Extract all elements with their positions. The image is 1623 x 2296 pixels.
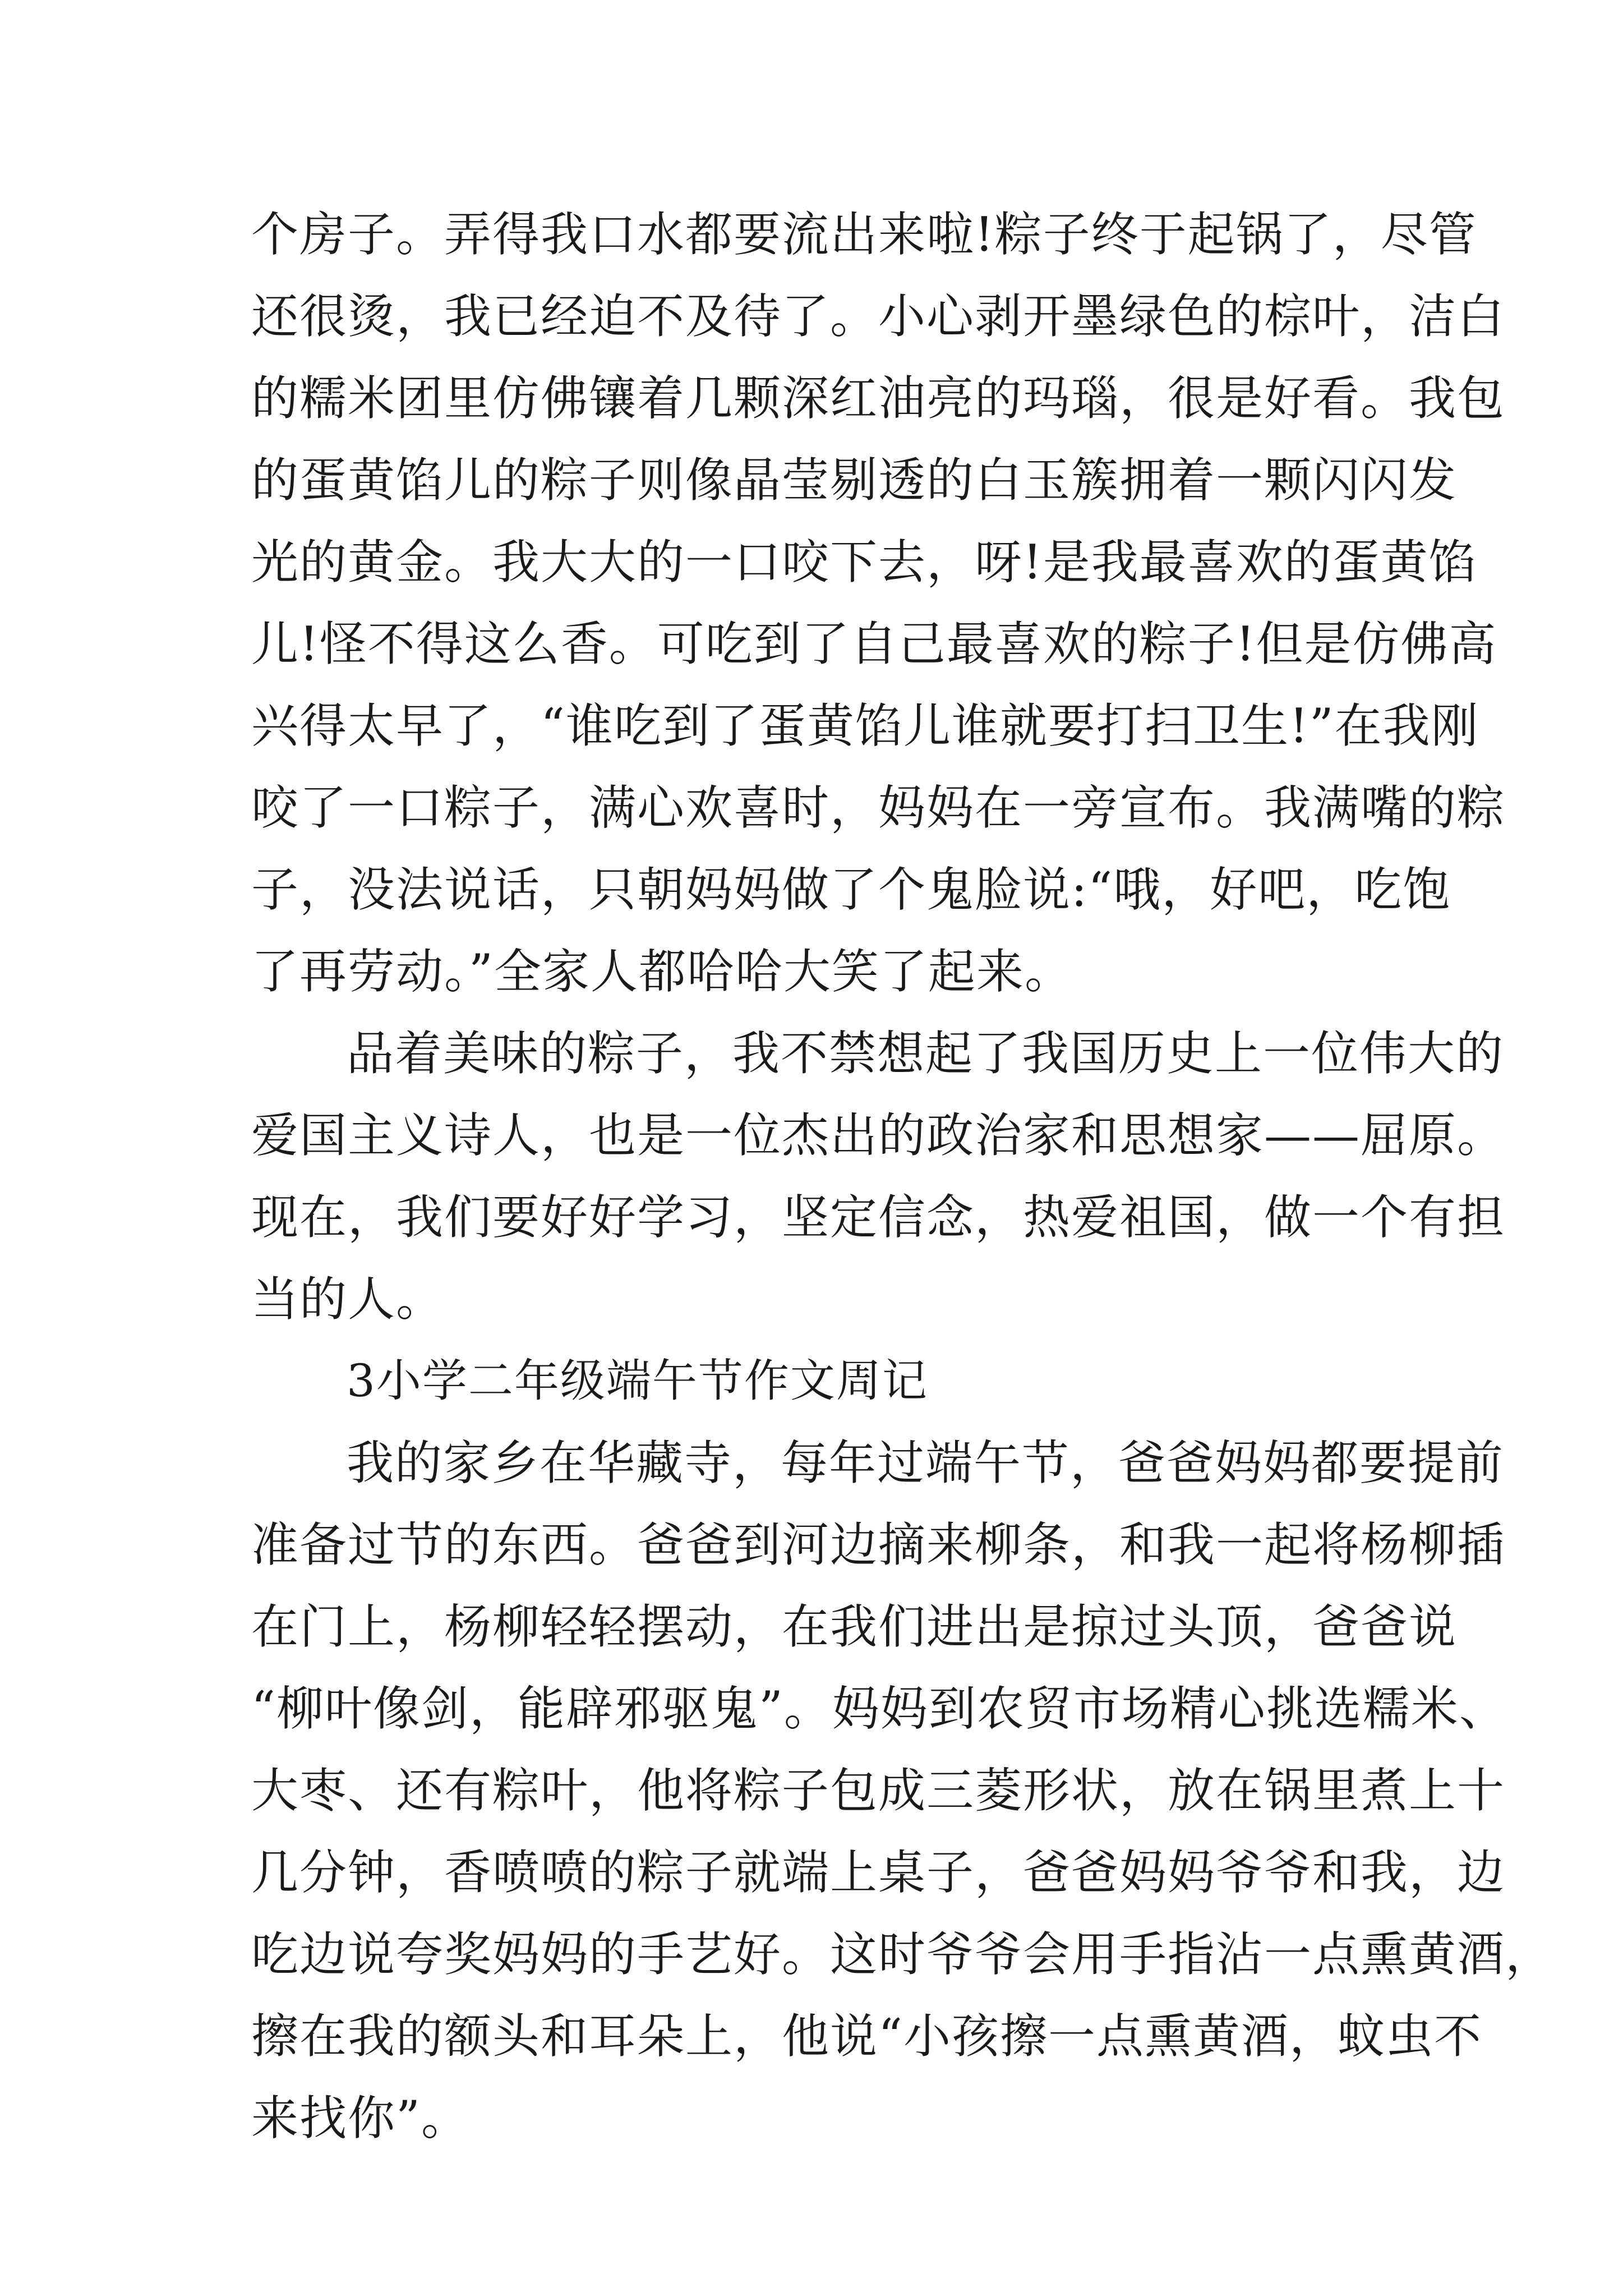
- text-line: 擦在我的额头和耳朵上，他说“小孩擦一点熏黄酒，蚊虫不: [251, 2009, 1482, 2064]
- text-line: 吃边说夸奖妈妈的手艺好。这时爷爷会用手指沾一点熏黄酒，: [251, 1927, 1554, 1982]
- essay-body: [251, 194, 1554, 2159]
- text-line: 现在，我们要好好学习，坚定信念，热爱祖国，做一个有担: [251, 1190, 1506, 1245]
- paragraph-first-line: 品着美味的粽子，我不禁想起了我国历史上一位伟大的: [347, 1026, 1505, 1081]
- text-line: 几分钟，香喷喷的粽子就端上桌子，爸爸妈妈爷爷和我，边: [251, 1845, 1506, 1900]
- text-line: 了再劳动。”全家人都哈哈大笑了起来。: [251, 944, 1073, 999]
- text-line: 大枣、还有粽叶，他将粽子包成三菱形状，放在锅里煮上十: [251, 1763, 1506, 1818]
- text-line: 的糯米团里仿佛镶着几颗深红油亮的玛瑙，很是好看。我包: [251, 371, 1506, 426]
- text-line: 准备过节的东西。爸爸到河边摘来柳条，和我一起将杨柳插: [251, 1517, 1506, 1572]
- text-line: 子，没法说话，只朝妈妈做了个鬼脸说:“哦，好吧，吃饱: [251, 862, 1451, 917]
- section-heading: 3小学二年级端午节作文周记: [347, 1355, 928, 1407]
- text-line: 个房子。弄得我口水都要流出来啦!粽子终于起锅了，尽管: [251, 207, 1477, 262]
- paragraph-first-line: 我的家乡在华藏寺，每年过端午节，爸爸妈妈都要提前: [347, 1435, 1505, 1490]
- text-line: 兴得太早了，“谁吃到了蛋黄馅儿谁就要打扫卫生!”在我刚: [251, 698, 1479, 753]
- text-line: 当的人。: [251, 1272, 445, 1327]
- text-line: 还很烫，我已经迫不及待了。小心剥开墨绿色的棕叶，洁白: [251, 289, 1506, 344]
- text-line: 儿!怪不得这么香。可吃到了自己最喜欢的粽子!但是仿佛高: [251, 616, 1497, 671]
- text-line: 光的黄金。我大大的一口咬下去，呀!是我最喜欢的蛋黄馅: [251, 535, 1477, 590]
- text-line: 在门上，杨柳轻轻摆动，在我们进出是掠过头顶，爸爸说: [251, 1599, 1458, 1654]
- text-line: 爱国主义诗人，也是一位杰出的政治家和思想家——屈原。: [251, 1108, 1506, 1163]
- text-line: 咬了一口粽子，满心欢喜时，妈妈在一旁宣布。我满嘴的粽: [251, 780, 1506, 835]
- text-line: “柳叶像剑，能辟邪驱鬼”。妈妈到农贸市场精心挑选糯米、: [251, 1681, 1507, 1736]
- text-line: 的蛋黄馅儿的粽子则像晶莹剔透的白玉簇拥着一颗闪闪发: [251, 453, 1458, 508]
- text-line: 来找你”。: [251, 2091, 469, 2146]
